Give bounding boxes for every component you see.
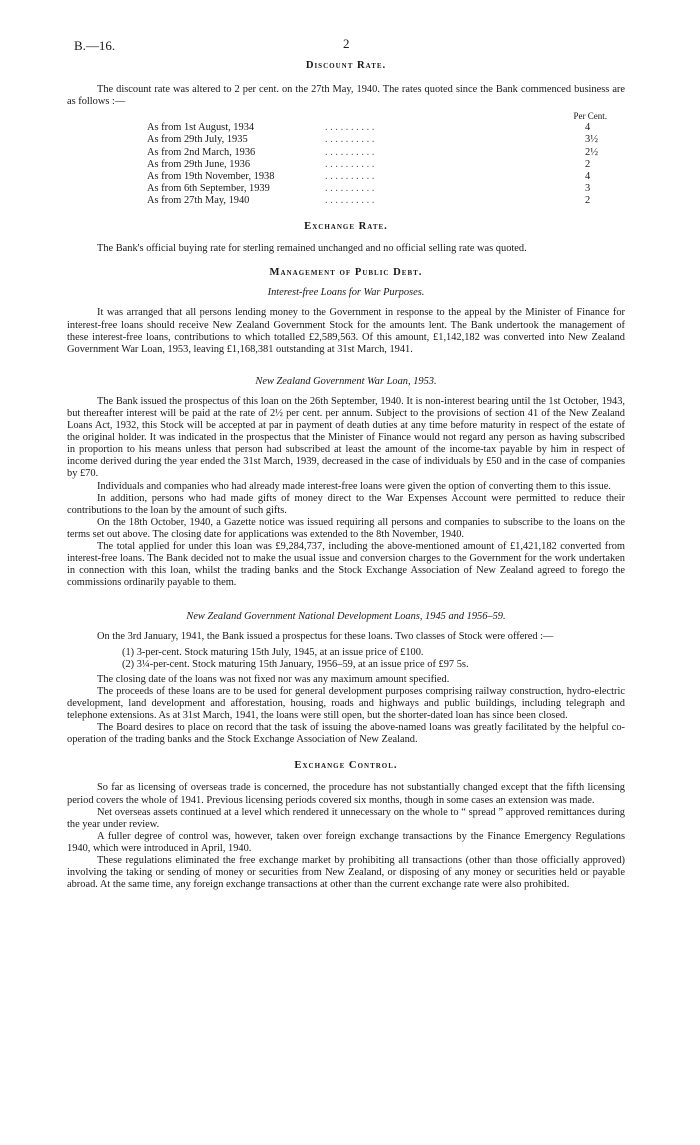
- stock-class-item: (2) 3¼-per-cent. Stock maturing 15th January, 1956–59, at an issue price of £97 5s.: [122, 658, 469, 670]
- discount-intro: The discount rate was altered to 2 per cent. on the 27th May, 1940. The rates quoted since the Bank commenced business are as follows :—: [67, 84, 625, 108]
- exchange-control-heading: Exchange Control.: [294, 760, 398, 772]
- exchange-rate-text: The Bank's official buying rate for sterling remained unchanged and no official selling rate was quoted.: [97, 243, 527, 255]
- war-loan-paragraph: The total applied for under this loan was £9,284,737, including the above-mentioned amount of £1,421,182 converted from interest-free loans. The Bank decided not to make the usual issue and conversion charges to the Government for the work undertaken in connection with this loan, whilst the trading banks and the Stock Exchange Association of New Zealand agreed to forego the commissions ordinarily payable to them.: [67, 541, 625, 589]
- exchange-control-paragraph: These regulations eliminated the free exchange market by prohibiting all transactions (other than those officially approved) involving the taking or sending of money or securities from New Zealand, or disposing of any money or securities held or payable abroad. At the same time, any foreign exchange transactions at other than the current exchange rate were also prohibited.: [67, 854, 625, 891]
- rate-row: As from 29th July, 1935 . . . . . . . . . . 3½: [147, 134, 598, 146]
- interest-free-text: It was arranged that all persons lending money to the Government in response to the appeal by the Minister of Finance for interest-free loans should receive New Zealand Government Stock for the amounts lent. The Bank undertook the management of these interest-free loans, contributions to which totalled £2,589,563. Of this amount, £1,142,182 was converted into New Zealand Government War Loan, 1953, leaving £1,168,381 outstanding at 31st March, 1941.: [67, 307, 625, 355]
- war-loan-heading: New Zealand Government War Loan, 1953.: [255, 375, 437, 387]
- exchange-control-paragraph: So far as licensing of overseas trade is concerned, the procedure has not substantially changed except that the fifth licensing period covers the whole of 1941. Previous licensing periods covered six months, though in some cases an extension was made.: [67, 782, 625, 806]
- document-body: [67, 60, 625, 891]
- rate-row: As from 1st August, 1934 . . . . . . . . . . 4: [147, 122, 591, 134]
- discount-rates-table: [147, 110, 607, 207]
- rate-row: As from 29th June, 1936 . . . . . . . . . . 2: [147, 158, 591, 170]
- development-loans-heading: New Zealand Government National Development Loans, 1945 and 1956–59.: [186, 611, 506, 623]
- exchange-control-paragraph: Net overseas assets continued at a level which rendered it unnecessary on the whole to “ spread ” approved remittances during the year under review.: [67, 806, 625, 830]
- development-paragraph: The closing date of the loans was not fixed nor was any maximum amount specified.: [97, 673, 450, 685]
- rate-row: As from 27th May, 1940 . . . . . . . . . . 2: [147, 194, 591, 206]
- rates-column-header: Per Cent.: [573, 111, 607, 122]
- war-loan-paragraph: In addition, persons who had made gifts of money direct to the War Expenses Account were permitted to reduce their contributions to the loan by the amount of such gifts.: [67, 492, 625, 516]
- war-loan-paragraph: Individuals and companies who had already made interest-free loans were given the option of converting them to this issue.: [97, 480, 611, 492]
- war-loan-paragraph: On the 18th October, 1940, a Gazette notice was issued requiring all persons and companies to subscribe to the loans on the terms set out above. The closing date for applications was extended to the 8th November, 1940.: [67, 516, 625, 540]
- report-reference: B.—16.: [74, 38, 116, 53]
- rate-row: As from 2nd March, 1936 . . . . . . . . . . 2½: [147, 146, 598, 158]
- development-paragraph: The Board desires to place on record that the task of issuing the above-named loans was greatly facilitated by the helpful co-operation of the trading banks and the Stock Exchange Association of New Zealand.: [67, 722, 625, 746]
- interest-free-subheading: Interest-free Loans for War Purposes.: [267, 287, 425, 299]
- exchange-control-paragraph: A fuller degree of control was, however, taken over foreign exchange transactions by the Finance Emergency Regulations 1940, which were introduced in April, 1940.: [67, 830, 625, 854]
- development-paragraph: The proceeds of these loans are to be used for general development purposes comprising railway construction, hydro-electric development, land development and afforestation, housing, roads and highways and public buildings, including telegraph and telephone extensions. As at 31st March, 1941, the loans were still open, but the shorter-dated loan has since been closed.: [67, 685, 625, 722]
- rate-row: As from 19th November, 1938 . . . . . . . . . . 4: [147, 170, 591, 182]
- development-intro: On the 3rd January, 1941, the Bank issued a prospectus for these loans. Two classes of Stock were offered :—: [97, 631, 554, 643]
- war-loan-paragraph: The Bank issued the prospectus of this loan on the 26th September, 1940. It is non-interest bearing until the 1st October, 1943, but thereafter interest will be paid at the rate of 2½ per cent. per annum. Subject to the provisions of section 41 of the New Zealand Loans Act, 1932, this Stock will be accepted at par in payment of death duties at any time before maturity in respect of the estate of the original holder. It was indicated in the prospectus that the Minister of Finance would not regard any person as having subscribed in proportion to his means unless that person had subscribed at least the amount of the income-tax payable by him in respect of income derived during the year ended the 31st March, 1939, decreased in the case of individuals by £50 and in the case of companies by £70.: [67, 395, 625, 480]
- discount-rate-heading: Discount Rate.: [305, 60, 387, 71]
- page-number: 2: [343, 36, 350, 51]
- stock-class-item: (1) 3-per-cent. Stock maturing 15th July, 1945, at an issue price of £100.: [122, 646, 424, 658]
- exchange-rate-heading: Exchange Rate.: [304, 221, 388, 233]
- public-debt-heading: Management of Public Debt.: [269, 267, 423, 279]
- rate-row: As from 6th September, 1939 . . . . . . . . . . 3: [147, 182, 591, 194]
